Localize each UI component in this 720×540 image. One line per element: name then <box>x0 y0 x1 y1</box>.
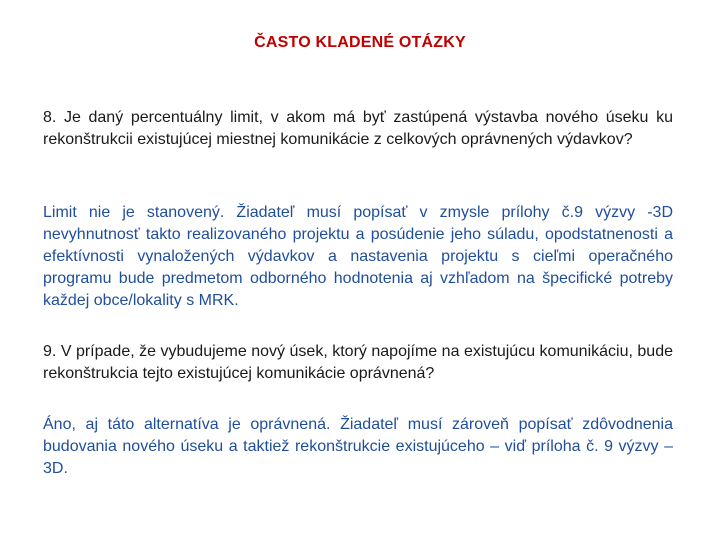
faq-question-8: 8. Je daný percentuálny limit, v akom má byť zastúpená výstavba nového úseku ku rekonštrukcii existujúcej miestnej komunikácie z celkových oprávnených výdavkov? <box>43 109 673 148</box>
faq-answer-8: Limit nie je stanovený. Žiadateľ musí popísať v zmysle prílohy č.9 výzvy -3D nevyhnutnosť takto realizovaného projektu a posúdenie jeho súladu, opodstatnenosti a efektívnosti vynaložených výdavkov a nastavenia projektu s cieľmi operačného programu bude predmetom odborného hodnotenia aj vzhľadom na špecifické potreby každej obce/lokality s MRK. <box>43 204 673 309</box>
faq-answer-9: Áno, aj táto alternatíva je oprávnená. Žiadateľ musí zároveň popísať zdôvodnenia budovania nového úseku a taktiež rekonštrukcie existujúceho – viď príloha č. 9 výzvy – 3D. <box>43 416 673 477</box>
faq-question-9: 9. V prípade, že vybudujeme nový úsek, ktorý napojíme na existujúcu komunikáciu, bude rekonštrukcia tejto existujúcej komunikácie oprávnená? <box>43 343 673 382</box>
page-title: ČASTO KLADENÉ OTÁZKY <box>254 34 466 51</box>
